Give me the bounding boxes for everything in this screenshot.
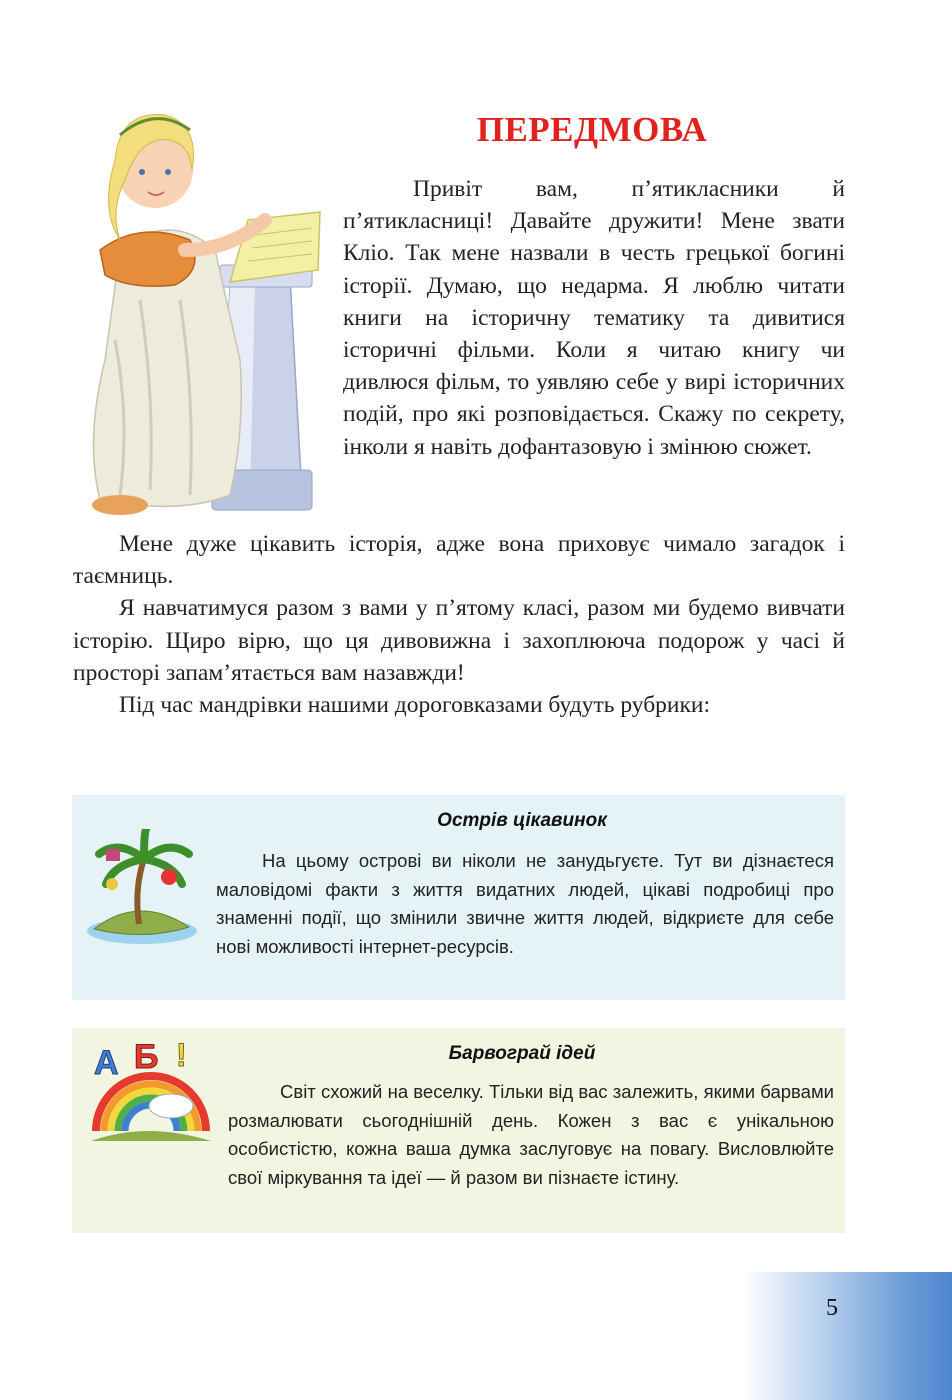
paragraph-1: Мене дуже цікавить історія, адже вона приховує чимало загадок і таємниць. [73, 531, 845, 590]
rubric-text [86, 1078, 834, 1192]
rubric-title: Острів цікавинок [437, 810, 607, 831]
rubric-box-island [72, 795, 845, 1000]
rubric-box-rainbow [72, 1028, 845, 1233]
rubric-title: Барвограй ідей [448, 1043, 596, 1064]
palm-island-icon [84, 829, 202, 954]
body-text [73, 528, 845, 721]
clio-illustration [80, 100, 330, 530]
rubric-text-span: Світ схожий на веселку. Тільки від вас залежить, якими барвами розмалювати сьогоднішній день. Кожен з вас є унікальною особистістю, кожна ваша думка заслуговує на повагу. Висловлюйте свої міркування та ідеї — й разом ви пізнаєте істину. [228, 1081, 834, 1188]
page-title: ПЕРЕДМОВА [476, 110, 708, 149]
rubric-text-content: На цьому острові ви ніколи не занудьгуєте. Тут ви дізнаєтеся маловідомі факти з життя видатних людей, цікаві подробиці про знаменні події, що змінили звичне життя людей, відкриєте для себе нові можливості інтернет-ресурсів. [216, 850, 834, 957]
svg-text:Б: Б [134, 1038, 159, 1076]
paragraph-2: Я навчатимуся разом з вами у п’ятому класі, разом ми будемо вивчати історію. Щиро вірю, що ця дивовижна і захоплююча подорож у часі й просторі запам’ятається вам назавжди! [73, 595, 845, 686]
intro-paragraph: Привіт вам, п’ятикласники й п’ятикласниці! Давайте дружити! Мене звати Кліо. Так мене назвали в честь грецької богині історії. Думаю, що недарма. Я люблю читати книги на історичну тематику та дивитися історичні фільми. Коли я читаю книгу чи дивлюся фільм, то уявляю себе у вирі історичних подій, про які розповідається. Скажу по секрету, інколи я навіть дофантазовую і змінюю сюжет. [343, 176, 845, 460]
paragraph-3: Під час мандрівки нашими дороговказами будуть рубрики: [119, 692, 711, 719]
svg-text:А: А [94, 1044, 119, 1082]
icon-spacer [86, 1078, 228, 1164]
svg-text:!: ! [176, 1037, 187, 1073]
intro-text [343, 173, 845, 463]
page-corner-gradient [742, 1272, 952, 1400]
page-number: 5 [826, 1295, 838, 1321]
rubric-text [216, 847, 834, 961]
